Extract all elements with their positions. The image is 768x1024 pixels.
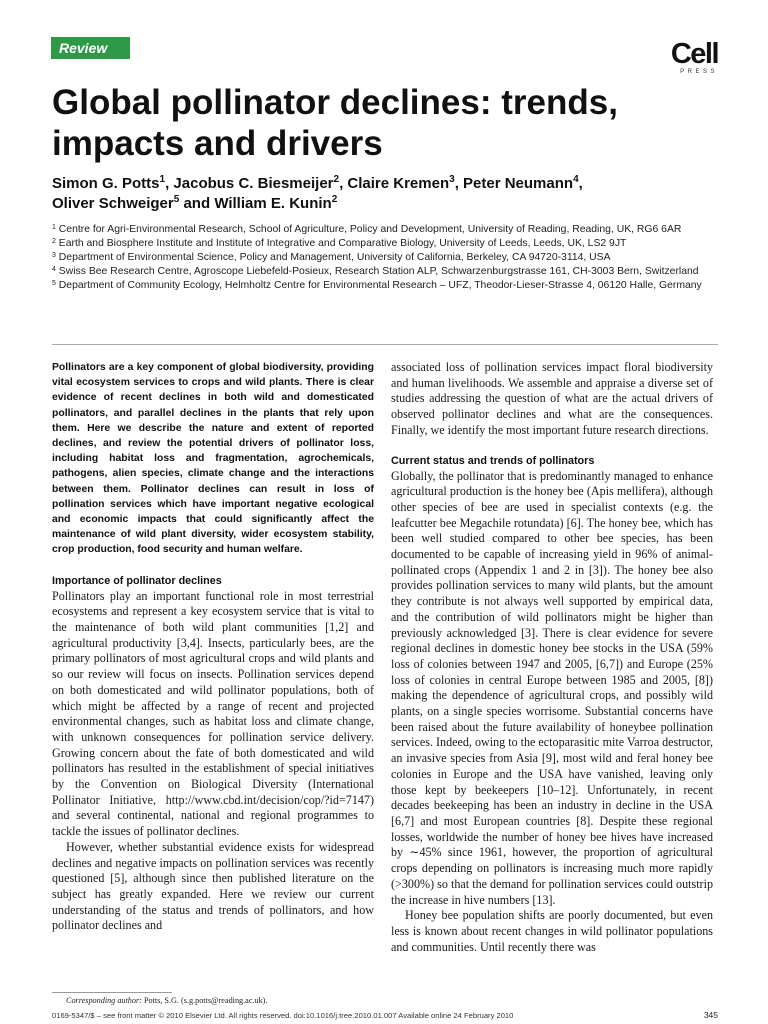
affiliation-item bbox=[52, 251, 722, 264]
affiliation-number: 3 bbox=[52, 252, 56, 259]
copyright-footer: 0169-5347/$ – see front matter © 2010 Elsevier Ltd. All rights reserved. doi:10.1016/j.tree.2010.01.007 Available online 24 February 2010 bbox=[52, 1011, 514, 1020]
affiliation-text: Centre for Agri-Environmental Research, School of Agriculture, Policy and Development, University of Reading, Reading, UK, RG6 6AR bbox=[55, 224, 682, 235]
author-name: Claire Kremen bbox=[347, 175, 450, 192]
article-title: Global pollinator declines: trends, impacts and drivers bbox=[52, 83, 618, 163]
section-heading-status: Current status and trends of pollinators bbox=[391, 454, 595, 467]
logo-sub-text: PRESS bbox=[680, 69, 718, 75]
paragraph-importance-1: Pollinators play an important functional role in most terrestrial ecosystems and represent a key ecosystem service that is vital to the maintenance of both wild plant communities [1,2] and agricultural productivity [3,4]. Insects, particularly bees, are the primary pollinators of most agricultural crops and wild plants and so our review will focus on insects. Pollination services depend on both domesticated and wild pollinator populations, both of which might be affected by a range of recent and projected environmental changes, such as habitat loss and climate change, with unknown consequences for pollination service delivery. Growing concern about the fate of both domesticated and wild pollinators has resulted in the establishment of special initiatives by the Convention on Biological Diversity (International Pollinator Initiative, http://www.cbd.int/decision/cop/?id=7147) and several continental, national and regional programmes to tackle the issues of pollinator declines. bbox=[52, 588, 374, 839]
author-affiliation-mark: 2 bbox=[331, 194, 338, 205]
left-column bbox=[52, 360, 374, 934]
affiliation-number: 1 bbox=[52, 224, 56, 231]
paragraph-importance-2: However, whether substantial evidence exists for widespread declines and negative impacts on pollination services was recently questioned [5], although since then published literature on the subject has greatly expanded. Here we review our current understanding of the status and trends of pollinators, and how pollinator declines and bbox=[52, 839, 374, 933]
author-name: William E. Kunin bbox=[214, 195, 332, 212]
right-column bbox=[391, 360, 713, 955]
affiliation-list bbox=[52, 223, 722, 293]
author-affiliation-mark: 3 bbox=[449, 174, 455, 185]
affiliation-item bbox=[52, 237, 722, 250]
affiliation-text: Swiss Bee Research Centre, Agroscope Liebefeld-Posieux, Research Station ALP, Schwarzenburgstrasse 161, CH-3003 Bern, Switzerland bbox=[55, 266, 699, 277]
paragraph-status-2: Honey bee population shifts are poorly documented, but even less is known about recent changes in wild pollinator populations and communities. Until recently there was bbox=[391, 908, 713, 954]
affiliation-text: Earth and Biosphere Institute and Institute of Integrative and Comparative Biology, University of Leeds, Leeds, UK, LS2 9JT bbox=[55, 238, 627, 249]
affiliation-item bbox=[52, 223, 722, 236]
author-affiliation-mark: 5 bbox=[173, 194, 180, 205]
author-affiliation-mark: 4 bbox=[573, 174, 579, 185]
footnote-label: Corresponding author: bbox=[66, 996, 142, 1005]
affiliation-item bbox=[52, 279, 722, 292]
affiliation-number: 2 bbox=[52, 238, 56, 245]
article-type-badge: Review bbox=[51, 37, 130, 59]
section-heading-importance: Importance of pollinator declines bbox=[52, 574, 222, 587]
author-name: Oliver Schweiger bbox=[52, 195, 174, 212]
footnote-divider bbox=[52, 992, 172, 993]
author-name: Simon G. Potts bbox=[52, 175, 160, 192]
affiliation-text: Department of Community Ecology, Helmholtz Centre for Environmental Research – UFZ, Theodor-Lieser-Strasse 4, 06120 Halle, Germany bbox=[55, 280, 702, 291]
abstract: Pollinators are a key component of global biodiversity, providing vital ecosystem services to crops and wild plants. There is clear evidence of recent declines in both wild and domesticated pollinators, and parallel declines in the plants that rely upon them. Here we describe the nature and extent of reported declines, and review the potential drivers of pollinator loss, including habitat loss and fragmentation, agrochemicals, pathogens, alien species, climate change and the interactions between them. Pollinator declines can result in loss of pollination services which have important negative ecological and economic impacts that could significantly affect the maintenance of wild plant diversity, wider ecosystem stability, crop production, food security and human welfare. bbox=[52, 362, 374, 556]
affiliation-text: Department of Environmental Science, Policy and Management, University of California, Berkeley, CA 94720-3114, USA bbox=[55, 252, 611, 263]
page-number: 345 bbox=[703, 1010, 718, 1020]
author-affiliation-mark: 2 bbox=[333, 174, 340, 185]
author-name: Peter Neumann bbox=[463, 175, 574, 192]
cell-press-logo bbox=[646, 40, 718, 76]
author-list: Simon G. Potts$^1$, Jacobus C. Biesmeijer$^2$, Claire Kremen$^3$, Peter Neumann$^4$, Oliver Schweiger$^5$ and William E. Kunin$^2$ bbox=[52, 174, 583, 212]
corresponding-author-note bbox=[66, 996, 267, 1005]
footnote-text: Potts, S.G. (s.g.potts@reading.ac.uk). bbox=[143, 996, 268, 1005]
logo-main-text: Cell bbox=[670, 38, 718, 70]
header-divider bbox=[52, 344, 718, 345]
affiliation-item bbox=[52, 265, 722, 278]
author-affiliation-mark: 1 bbox=[159, 174, 166, 185]
author-name: Jacobus C. Biesmeijer bbox=[173, 175, 334, 192]
affiliation-number: 4 bbox=[52, 266, 56, 273]
paragraph-intro-continued: associated loss of pollination services impact floral biodiversity and human livelihoods. We assemble and appraise a diverse set of studies addressing the question of what are the actual drivers of observed pollinator declines and what are the consequences. Finally, we identify the most important future research directions. bbox=[391, 360, 713, 437]
affiliation-number: 5 bbox=[52, 280, 56, 287]
paragraph-status-1: Globally, the pollinator that is predominantly managed to enhance agricultural production is the honey bee (Apis mellifera), although other species of bee are used in specialist contexts (e.g. the leafcutter bee Megachile rotundata) [6]. The honey bee, which has been well studied compared to other bee species, has been documented to be capable of increasing yield in 96% of animal-pollinated crops (Appendix 1 and 2 in [3]). The honey bee also provides pollination services to many wild plants, but the amount they contribute is not always well supported by empirical data, and the contribution of wild pollinators might be higher than previously acknowledged [3]. There is clear evidence for severe regional declines in domestic honey bee stocks in the USA (59% loss of colonies between 1947 and 2005, [6,7]) and Europe (25% loss of colonies in central Europe between 1985 and 2005, [8]) making the dependence of agricultural crops, and possibly wild plants, on a single species worrisome. Substantial concerns have been raised about the future availability of honeybee pollination services. Indeed, owing to the ectoparasitic mite Varroa destructor, an invasive species from Asia [9], most wild and feral honey bee colonies in Europe and the USA have vanished, leaving only those kept by beekeepers [10–12]. Unfortunately, in recent decades beekeeping has been an industry in decline in the USA [6,7] and most European countries [8]. Despite these regional losses, worldwide the number of honey bee hives have increased by ∼45% since 1961, however, the proportion of agricultural crops depending on pollinators is increasing much more rapidly (>300%) so that the demand for pollination services could outstrip the increase in hive numbers [13]. bbox=[391, 468, 714, 907]
